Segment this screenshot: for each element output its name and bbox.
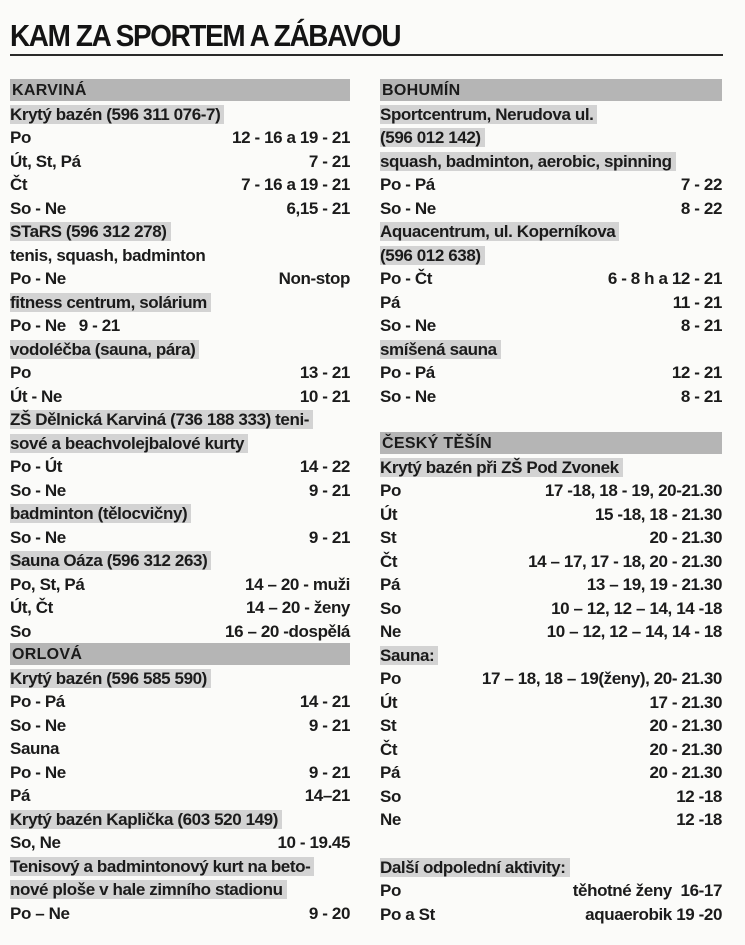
hours-value: 12 - 16 a 19 - 21 — [232, 128, 350, 147]
schedule-row — [380, 879, 722, 903]
day-label: So - Ne — [10, 527, 66, 547]
schedule-row — [380, 314, 722, 338]
page-title: KAM ZA SPORTEM A ZÁBAVOU — [10, 18, 401, 53]
schedule-row — [380, 597, 722, 621]
hours-value: 9 - 21 — [308, 480, 350, 500]
venue-name-text: fitness centrum, solárium — [10, 293, 211, 312]
hours-value: 9 - 21 — [308, 715, 350, 735]
day-label: Pá — [380, 292, 400, 312]
venue-name-text: (596 012 142) — [380, 128, 485, 147]
schedule-row — [10, 385, 350, 409]
venue-name — [10, 549, 350, 573]
day-label: Čt — [10, 175, 28, 194]
day-label: Čt — [380, 551, 398, 571]
hours-value: 8 - 22 — [680, 198, 722, 218]
day-label: Po - Pá — [10, 692, 65, 711]
schedule-row — [10, 479, 350, 503]
hours-value: 14 - 22 — [299, 457, 350, 476]
hours-value: 10 - 21 — [299, 386, 350, 406]
day-label: So - Ne — [380, 316, 436, 335]
section-heading-karvina — [10, 79, 350, 101]
day-label: So - Ne — [10, 198, 66, 218]
hours-value: těhotné ženy 16-17 — [572, 881, 722, 900]
hours-value: 20 - 21.30 — [649, 763, 722, 782]
hours-value: 14 – 17, 17 - 18, 20 - 21.30 — [528, 551, 722, 571]
venue-name-text: Krytý bazén (596 585 590) — [10, 669, 211, 688]
venue-name-text: Další odpolední aktivity: — [380, 858, 570, 877]
hours-value: 6,15 - 21 — [286, 198, 350, 218]
hours-value: 12 -18 — [676, 786, 722, 806]
schedule-row — [10, 197, 350, 221]
hours-value: 7 - 22 — [680, 175, 722, 194]
schedule-row — [380, 573, 722, 597]
schedule-row — [380, 526, 722, 550]
day-label: Út — [380, 692, 398, 712]
schedule-row — [380, 503, 722, 527]
venue-name — [380, 220, 722, 244]
venue-name-text: Sauna Oáza (596 312 263) — [10, 551, 211, 570]
venue-name — [10, 291, 350, 315]
venue-name — [380, 103, 722, 127]
hours-value: 9 - 21 — [308, 762, 350, 782]
day-label: Út, St, Pá — [10, 151, 81, 171]
venue-name-text: Krytý bazén Kaplička (603 520 149) — [10, 810, 282, 829]
schedule-row — [380, 667, 722, 691]
venue-name — [10, 878, 350, 902]
day-label: Ne — [380, 622, 401, 641]
hours-value: 7 - 21 — [308, 151, 350, 171]
schedule-row — [380, 197, 722, 221]
day-label: Po - Ne — [10, 269, 66, 288]
hours-value: 14 – 20 - muži — [245, 574, 350, 594]
schedule-row — [380, 691, 722, 715]
hours-value: 9 - 21 — [308, 527, 350, 547]
venue-subtitle — [380, 150, 722, 174]
venue-name — [10, 103, 350, 127]
day-label: So - Ne — [380, 386, 436, 406]
day-label: St — [380, 716, 397, 735]
venue-name-text: Tenisový a badmintonový kurt na beto- — [10, 857, 314, 876]
venue-name-text: STaRS (596 312 278) — [10, 222, 171, 241]
schedule-row — [10, 690, 350, 714]
hours-value: 17 - 21.30 — [649, 692, 722, 712]
day-label: Ne — [380, 810, 401, 829]
day-label: Čt — [380, 739, 398, 759]
venue-name-text: Sportcentrum, Nerudova ul. — [380, 105, 597, 124]
left-column — [10, 79, 350, 925]
day-label: Út — [380, 504, 398, 524]
schedule-row — [10, 150, 350, 174]
schedule-row — [10, 620, 350, 644]
section-heading-label: KARVINÁ — [12, 82, 87, 99]
schedule-row — [380, 903, 722, 927]
title-rule — [10, 54, 723, 56]
hours-value: 13 – 19, 19 - 21.30 — [586, 575, 722, 594]
schedule-row — [10, 902, 350, 926]
day-label: Po - Pá — [380, 363, 435, 382]
section-spacer — [380, 832, 722, 856]
hours-value: 6 - 8 h a 12 - 21 — [607, 269, 722, 288]
venue-name-text: Sauna: — [380, 646, 438, 665]
day-label: Po — [10, 128, 31, 147]
day-label: Po - Ne — [10, 762, 66, 782]
hours-value: 20 - 21.30 — [649, 739, 722, 759]
section-heading-label: ČESKÝ TĚŠÍN — [382, 435, 492, 452]
section-heading-cesky-tesin — [380, 432, 722, 454]
schedule-row — [380, 479, 722, 503]
day-label: Po — [10, 363, 31, 382]
hours-value: 17 -18, 18 - 19, 20-21.30 — [544, 481, 722, 500]
subtitle-text: squash, badminton, aerobic, spinning — [380, 152, 676, 171]
hours-value: 8 - 21 — [680, 386, 722, 406]
schedule-row — [10, 314, 350, 338]
schedule-row — [10, 761, 350, 785]
day-label: So — [380, 786, 401, 806]
schedule-row — [10, 831, 350, 855]
venue-name-text: Sauna — [10, 739, 60, 758]
schedule-row — [380, 738, 722, 762]
venue-name-text: vodoléčba (sauna, pára) — [10, 340, 199, 359]
day-label: So — [380, 598, 401, 618]
section-spacer — [380, 408, 722, 432]
day-label: Po — [380, 481, 401, 500]
hours-value: 20 - 21.30 — [649, 716, 722, 735]
venue-name — [380, 644, 722, 668]
hours-value: 20 - 21.30 — [649, 528, 722, 547]
day-label: So — [10, 621, 31, 641]
section-heading-bohumin — [380, 79, 722, 101]
venue-name — [380, 126, 722, 150]
hours-value: aquaerobik 19 -20 — [585, 904, 722, 924]
day-label: So, Ne — [10, 833, 61, 852]
schedule-row — [10, 714, 350, 738]
venue-name-text: smíšená sauna — [380, 340, 501, 359]
day-label: Pá — [380, 575, 400, 594]
hours-value: 12 - 21 — [671, 363, 722, 382]
hours-value: 12 -18 — [676, 810, 722, 829]
day-label: Po - Út — [10, 457, 62, 476]
day-label: St — [380, 528, 397, 547]
day-label: Po — [380, 881, 401, 900]
hours-value: 7 - 16 a 19 - 21 — [241, 175, 350, 194]
schedule-row — [10, 173, 350, 197]
schedule-row — [380, 785, 722, 809]
hours-value: 9 - 20 — [308, 903, 350, 923]
day-label: So - Ne — [10, 480, 66, 500]
hours-value: Non-stop — [278, 269, 350, 288]
venue-name — [380, 856, 722, 880]
schedule-row — [10, 455, 350, 479]
schedule-row — [380, 761, 722, 785]
section-heading-label: ORLOVÁ — [12, 646, 83, 663]
day-label: Út, Čt — [10, 598, 53, 617]
day-label: So - Ne — [380, 198, 436, 218]
subtitle-text: tenis, squash, badminton — [10, 245, 206, 265]
section-heading-label: BOHUMÍN — [382, 82, 461, 99]
venue-name — [10, 502, 350, 526]
venue-name — [10, 855, 350, 879]
schedule-row — [380, 620, 722, 644]
hours-value: 11 - 21 — [672, 292, 722, 312]
hours-value: 10 – 12, 12 – 14, 14 -18 — [551, 598, 722, 618]
venue-name-text: badminton (tělocvičny) — [10, 504, 191, 523]
venue-name — [10, 220, 350, 244]
hours-value: 10 – 12, 12 – 14, 14 - 18 — [546, 622, 722, 641]
schedule-row — [380, 267, 722, 291]
venue-name-text: sové a beachvolejbalové kurty — [10, 434, 248, 453]
day-label: Po, St, Pá — [10, 574, 85, 594]
hours-value: 17 – 18, 18 – 19(ženy), 20- 21.30 — [481, 669, 722, 688]
schedule-row — [10, 596, 350, 620]
hours-value: 15 -18, 18 - 21.30 — [594, 504, 722, 524]
schedule-row — [380, 291, 722, 315]
venue-name — [380, 456, 722, 480]
day-label: Po a St — [380, 904, 435, 924]
hours-value: 14 – 20 - ženy — [245, 598, 350, 617]
schedule-row — [380, 361, 722, 385]
day-label: Po - Pá — [380, 175, 435, 194]
venue-name — [380, 244, 722, 268]
day-label: Po — [380, 669, 401, 688]
schedule-row — [10, 573, 350, 597]
hours-value: 13 - 21 — [299, 363, 350, 382]
schedule-row — [380, 385, 722, 409]
day-label: Po - Čt — [380, 269, 432, 288]
venue-name-text: nové ploše v hale zimního stadionu — [10, 880, 287, 899]
day-label: Po – Ne — [10, 903, 70, 923]
hours-value: 14–21 — [304, 786, 350, 805]
venue-name-text: ZŠ Dělnická Karviná (736 188 333) teni- — [10, 410, 313, 429]
venue-name — [380, 338, 722, 362]
hours-value: 16 – 20 -dospělá — [225, 621, 350, 641]
schedule-row — [10, 361, 350, 385]
schedule-row — [380, 714, 722, 738]
venue-name-text: Krytý bazén (596 311 076-7) — [10, 105, 224, 124]
schedule-row — [380, 808, 722, 832]
right-column — [380, 79, 722, 926]
venue-name — [10, 737, 350, 761]
hours-value: 8 - 21 — [680, 316, 722, 335]
venue-name-text: Krytý bazén při ZŠ Pod Zvonek — [380, 458, 623, 477]
day-label: Po - Ne 9 - 21 — [10, 316, 120, 335]
schedule-row — [10, 526, 350, 550]
schedule-row — [10, 784, 350, 808]
hours-value: 10 - 19.45 — [277, 833, 350, 852]
section-heading-orlova — [10, 643, 350, 665]
schedule-row — [380, 550, 722, 574]
day-label: Pá — [380, 763, 400, 782]
venue-subtitle — [10, 244, 350, 268]
venue-name — [10, 432, 350, 456]
day-label: So - Ne — [10, 715, 66, 735]
hours-value: 14 - 21 — [299, 692, 350, 711]
schedule-row — [10, 267, 350, 291]
day-label: Pá — [10, 786, 30, 805]
venue-name — [10, 667, 350, 691]
venue-name — [10, 338, 350, 362]
venue-name — [10, 808, 350, 832]
day-label: Út - Ne — [10, 386, 62, 406]
schedule-row — [380, 173, 722, 197]
venue-name — [10, 408, 350, 432]
schedule-row — [10, 126, 350, 150]
venue-name-text: (596 012 638) — [380, 246, 485, 265]
venue-name-text: Aquacentrum, ul. Koperníkova — [380, 222, 619, 241]
